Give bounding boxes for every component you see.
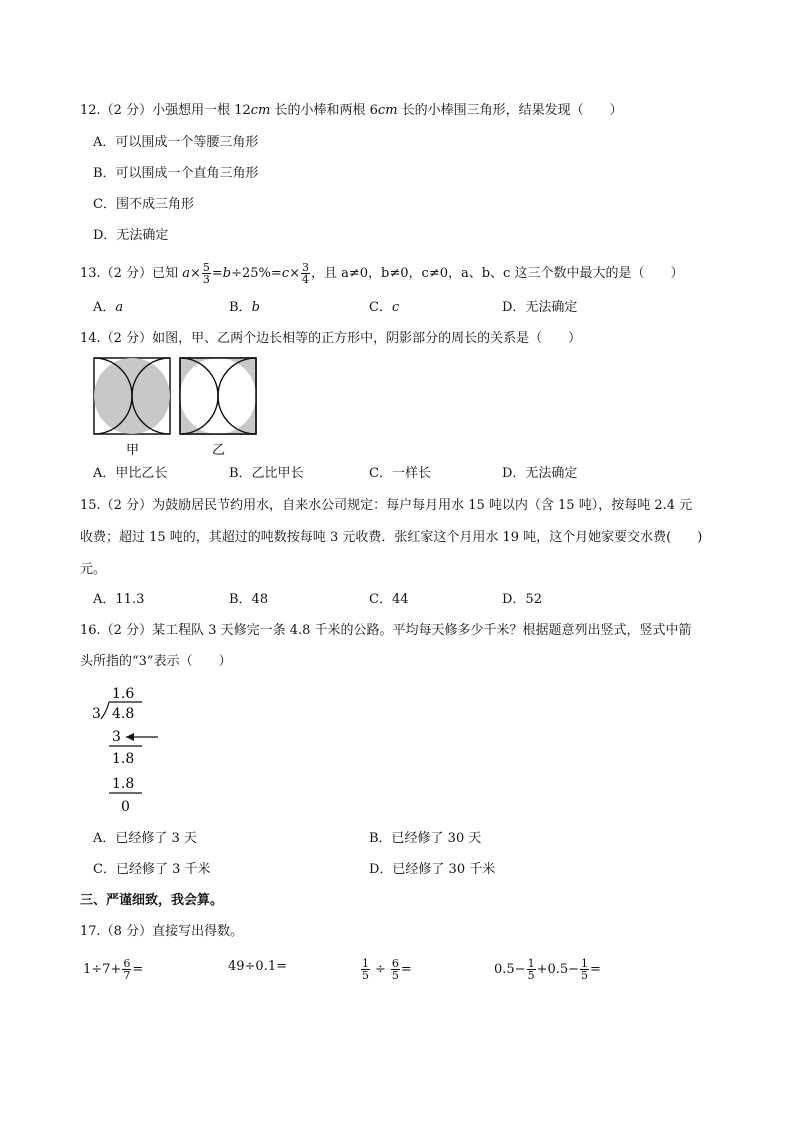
q13-eq: = (211, 266, 223, 281)
e3-fraction-2 (391, 958, 400, 981)
q13-times2: × (289, 266, 300, 281)
e1-equals: = (132, 962, 144, 977)
division-remainder-1: 1.8 (112, 751, 135, 767)
division-divisor: 3 (92, 706, 101, 722)
q13-option-b (229, 299, 260, 317)
q17-expr-1 (83, 958, 143, 981)
label-yi: 乙 (212, 443, 226, 458)
q16-option-a: A．已经修了 3 天 (93, 831, 197, 846)
q13-opt-b-label: B． (229, 300, 252, 315)
q12-stem (80, 102, 623, 120)
q12-text-2: 长的小棒和两根 (270, 103, 370, 118)
q15-option-b: B．48 (229, 592, 269, 607)
e3-equals: = (400, 962, 412, 977)
division-bracket (101, 702, 109, 719)
q14-stem: 14.（2 分）如图，甲、乙两个边长相等的正方形中，阴影部分的周长的关系是（ ） (80, 331, 582, 346)
q15-option-d: D．52 (502, 592, 542, 607)
q13-option-a (93, 299, 123, 317)
q17-expr-4 (494, 958, 601, 981)
q13-f2-numerator: 3 (302, 261, 309, 274)
q14-option-a: A．甲比乙长 (93, 466, 168, 481)
q13-times1: × (189, 266, 201, 281)
q16-option-c: C．已经修了 3 千米 (93, 862, 211, 877)
q14-option-d: D．无法确定 (502, 466, 578, 481)
q13-opt-b-value: b (251, 300, 260, 315)
q12-option-c: C．围不成三角形 (93, 197, 194, 212)
q13-opt-a-label: A． (93, 300, 116, 315)
q13-stem (80, 262, 683, 285)
e4-fraction-2 (580, 958, 589, 981)
q13-opt-a-value: a (115, 300, 124, 315)
q13-var-b: b (222, 266, 232, 281)
q14-option-b: B．乙比甲长 (229, 466, 304, 481)
division-remainder-2: 0 (121, 799, 130, 815)
q13-option-c (369, 299, 399, 317)
q15-option-a: A．11.3 (93, 592, 145, 607)
q14-figure (92, 356, 262, 460)
figure-yi (180, 358, 256, 434)
q15-line-2: 收费；超过 15 吨的，其超过的吨数按每吨 3 元收费．张红家这个月用水 19 吨，这个月她家要交水费( ) (80, 530, 703, 545)
q12-option-b: B．可以围成一个直角三角形 (93, 166, 259, 181)
e4-numerator-2: 1 (581, 957, 589, 970)
q15-option-c: C．44 (369, 592, 409, 607)
e4-text-1: 0.5− (494, 962, 526, 977)
e3-numerator-1: 1 (362, 957, 369, 970)
q12-option-d: D．无法确定 (93, 228, 169, 243)
e1-text: 1÷7+ (83, 962, 122, 977)
e4-equals: = (590, 962, 601, 977)
q13-f1-denominator: 3 (202, 273, 210, 286)
e3-denominator-2: 5 (391, 969, 399, 982)
q15-line-1: 15.（2 分）为鼓励居民节约用水，自来水公司规定：每户每月用水 15 吨以内（含 15 吨），按每吨 2.4 元 (80, 498, 693, 513)
q13-condition: ，且 a≠0，b≠0，c≠0，a、b、c 这三个数中最大的是（ ） (311, 266, 684, 281)
e4-denominator-2: 5 (581, 969, 589, 982)
q13-var-a: a (182, 266, 190, 281)
e1-denominator: 7 (123, 969, 131, 982)
division-dividend: 4.8 (112, 706, 135, 722)
division-step-1: 3 (112, 729, 121, 745)
q13-opt-c-label: C． (369, 300, 392, 315)
q13-text-1: 13.（2 分）已知 (80, 266, 183, 281)
q16-option-b: B．已经修了 30 天 (369, 831, 482, 846)
q12-len2: 6 (369, 103, 378, 118)
q13-var-c: c (281, 266, 290, 281)
label-jia: 甲 (126, 443, 140, 458)
q13-option-d: D．无法确定 (502, 300, 578, 315)
e1-fraction (122, 958, 131, 981)
q17-stem: 17.（8 分）直接写出得数。 (80, 924, 244, 939)
q13-f2-denominator: 4 (302, 273, 309, 286)
q15-line-3: 元。 (80, 562, 107, 577)
e4-numerator-1: 1 (527, 957, 535, 970)
division-quotient: 1.6 (112, 686, 135, 702)
e4-fraction-1 (527, 958, 536, 981)
e3-op: ÷ (375, 962, 386, 977)
figure-jia (94, 358, 170, 434)
e4-text-2: +0.5− (536, 962, 580, 977)
q16-line-1: 16.（2 分）某工程队 3 天修完一条 4.8 千米的公路。平均每天修多少千米？根据题意列出竖式，竖式中箭 (80, 623, 692, 638)
q13-f1-numerator: 5 (202, 261, 210, 274)
q14-option-c: C．一样长 (369, 466, 431, 481)
q12-option-a: A．可以围成一个等腰三角形 (93, 135, 259, 150)
q12-text-1: 12.（2 分）小强想用一根 (80, 103, 235, 118)
q16-line-2: 头所指的“3”表示（ ） (80, 654, 232, 669)
q12-text-3: 长的小棒围三角形，结果发现（ ） (397, 103, 623, 118)
q16-option-d: D．已经修了 30 千米 (369, 862, 496, 877)
q13-fraction-1 (202, 262, 211, 285)
q17-expr-2: 49÷0.1= (228, 959, 288, 974)
arrow-head-icon (126, 733, 134, 741)
q13-fraction-2 (301, 262, 310, 285)
e3-numerator-2: 6 (391, 957, 399, 970)
e3-denominator-1: 5 (362, 969, 369, 982)
e4-denominator-1: 5 (527, 969, 535, 982)
q17-expr-3 (360, 958, 412, 981)
q12-unit2: cm (377, 103, 398, 118)
q12-unit1: cm (250, 103, 271, 118)
q12-len1: 12 (234, 103, 251, 118)
e1-numerator: 6 (123, 957, 131, 970)
section-3-heading: 三、严谨细致，我会算。 (80, 893, 224, 908)
division-step-2: 1.8 (112, 776, 135, 792)
q13-opt-c-value: c (391, 300, 400, 315)
e3-fraction-1 (361, 958, 370, 981)
q13-pct: ÷25%= (231, 266, 282, 281)
long-division-figure (90, 683, 170, 819)
